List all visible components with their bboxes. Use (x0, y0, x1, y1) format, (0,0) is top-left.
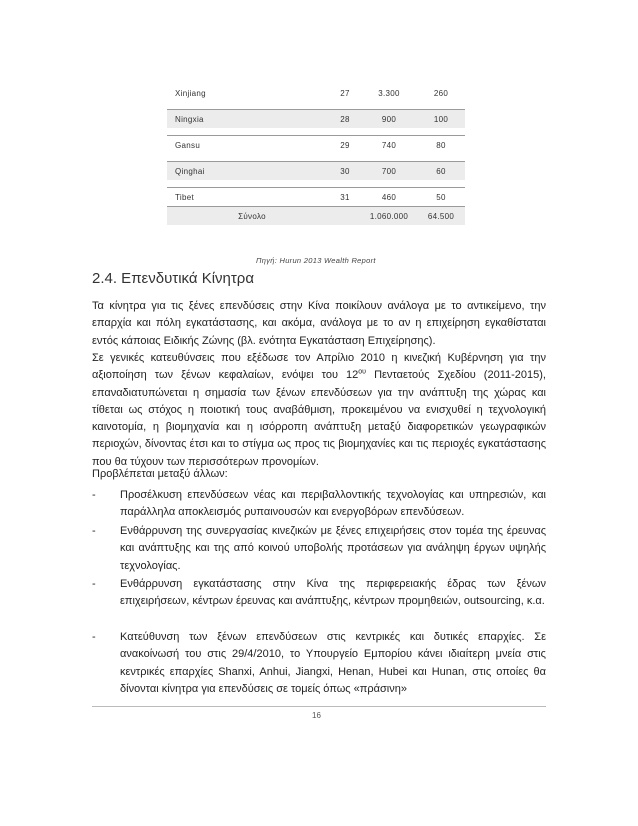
list-item-text: Προσέλκυση επενδύσεων νέας και περιβαλλοντικής τεχνολογίας και υπηρεσιών, και παράλληλα αποκλεισμός ρυπαινουσών και ενεργοβόρων επενδύσεων. (120, 489, 546, 519)
province-count: 900 (381, 115, 397, 124)
province-name: Gansu (175, 141, 201, 150)
province-rank: 27 (340, 89, 350, 98)
paragraph (92, 350, 546, 471)
paragraph-text: Πενταετούς Σχεδίου (2011-2015), επαναδιατυπώνεται η σημασία των ξένων επενδύσεων για την ανάπτυξη της χώρας και τίθεται ως στόχος η ποιοτική τους αναβάθμιση, προκειμένου να ενισχυθεί η τεχνολογική καινοτομία, η βιομηχανία και η ισόρροπη ανάπτυξη μεταξύ διαφορετικών γεωγραφικών περιοχών, δίνοντας έτσι και το στίγμα ως προς τις βιομηχανίες και τις περιοχές εγκατάστασης που θα τύχουν των περισσότερων προνομίων. (92, 369, 546, 468)
bullet-dash: - (92, 525, 96, 537)
table-row (167, 109, 465, 128)
section-heading: 2.4. Επενδυτικά Κίνητρα (92, 270, 255, 287)
table-row (167, 135, 465, 154)
province-name: Ningxia (175, 115, 204, 124)
province-rank: 31 (340, 193, 350, 202)
province-count: 460 (381, 193, 397, 202)
total-count: 1.060.000 (369, 212, 409, 221)
total-billionaires: 64.500 (427, 212, 455, 221)
bullet-dash: - (92, 489, 96, 501)
province-name: Xinjiang (175, 89, 206, 98)
province-billionaires: 60 (436, 167, 446, 176)
paragraph: Προβλέπεται μεταξύ άλλων: (92, 468, 228, 480)
table-total-row (167, 206, 465, 225)
wealth-table (167, 84, 465, 225)
province-billionaires: 100 (433, 115, 449, 124)
page-number: 16 (312, 711, 321, 720)
province-rank: 30 (340, 167, 350, 176)
paragraph-text: Σε γενικές κατευθύνσεις που εξέδωσε τον Απρίλιο 2010 η κινεζική Κυβέρνηση για την αξιοποίηση των ξένων κεφαλαίων, ενόψει του 12 (92, 352, 546, 382)
list-item-text: Ενθάρρυνση της συνεργασίας κινεζικών με ξένες επιχειρήσεις στον τομέα της έρευνας και ανάπτυξης και της από κοινού υποβολής προτάσεων για ανάληψη έργων υψηλής τεχνολογίας. (120, 525, 546, 572)
province-count: 700 (381, 167, 397, 176)
province-billionaires: 260 (433, 89, 449, 98)
paragraph: Τα κίνητρα για τις ξένες επενδύσεις στην Κίνα ποικίλουν ανάλογα με το αντικείμενο, την επαρχία και πόλη εγκατάστασης, και ακόμα, ανάλογα με το αν η επιχείρηση εγκαθίσταται εντός κάποιας Ειδικής Ζώνης (βλ. ενότητα Εγκατάσταση Επιχείρησης). (92, 300, 546, 347)
table-row (167, 84, 465, 102)
ordinal-suffix: ου (358, 368, 366, 376)
province-name: Tibet (175, 193, 194, 202)
bullet-dash: - (92, 578, 96, 590)
province-rank: 29 (340, 141, 350, 150)
total-label: Σύνολο (238, 212, 266, 221)
province-billionaires: 50 (436, 193, 446, 202)
list-item-text: Ενθάρρυνση εγκατάστασης στην Κίνα της περιφερειακής έδρας των ξένων επιχειρήσεων, κέντρων έρευνας και ανάπτυξης, κέντρων προμηθειών, outsourcing, κ.α. (120, 578, 546, 608)
province-name: Qinghai (175, 167, 205, 176)
list-item-text: Κατεύθυνση των ξένων επενδύσεων στις κεντρικές και δυτικές επαρχίες. Σε ανακοίνωσή του στις 29/4/2010, το Υπουργείο Εμπορίου κάνει ιδιαίτερη μνεία στις κεντρικές επαρχίες Shanxi, Anhui, Jiangxi, Henan, Hubei και Hunan, στις οποίες θα δίνονται κίνητρα για επενδύσεις σε τομείς όπως «πράσινη» (120, 631, 546, 695)
bullet-dash: - (92, 631, 96, 643)
table-row (167, 187, 465, 206)
province-billionaires: 80 (436, 141, 446, 150)
province-count: 740 (381, 141, 397, 150)
footer-divider (92, 706, 546, 707)
table-row (167, 161, 465, 180)
province-rank: 28 (340, 115, 350, 124)
province-count: 3.300 (378, 89, 400, 98)
table-source: Πηγή: Hurun 2013 Wealth Report (256, 256, 376, 265)
